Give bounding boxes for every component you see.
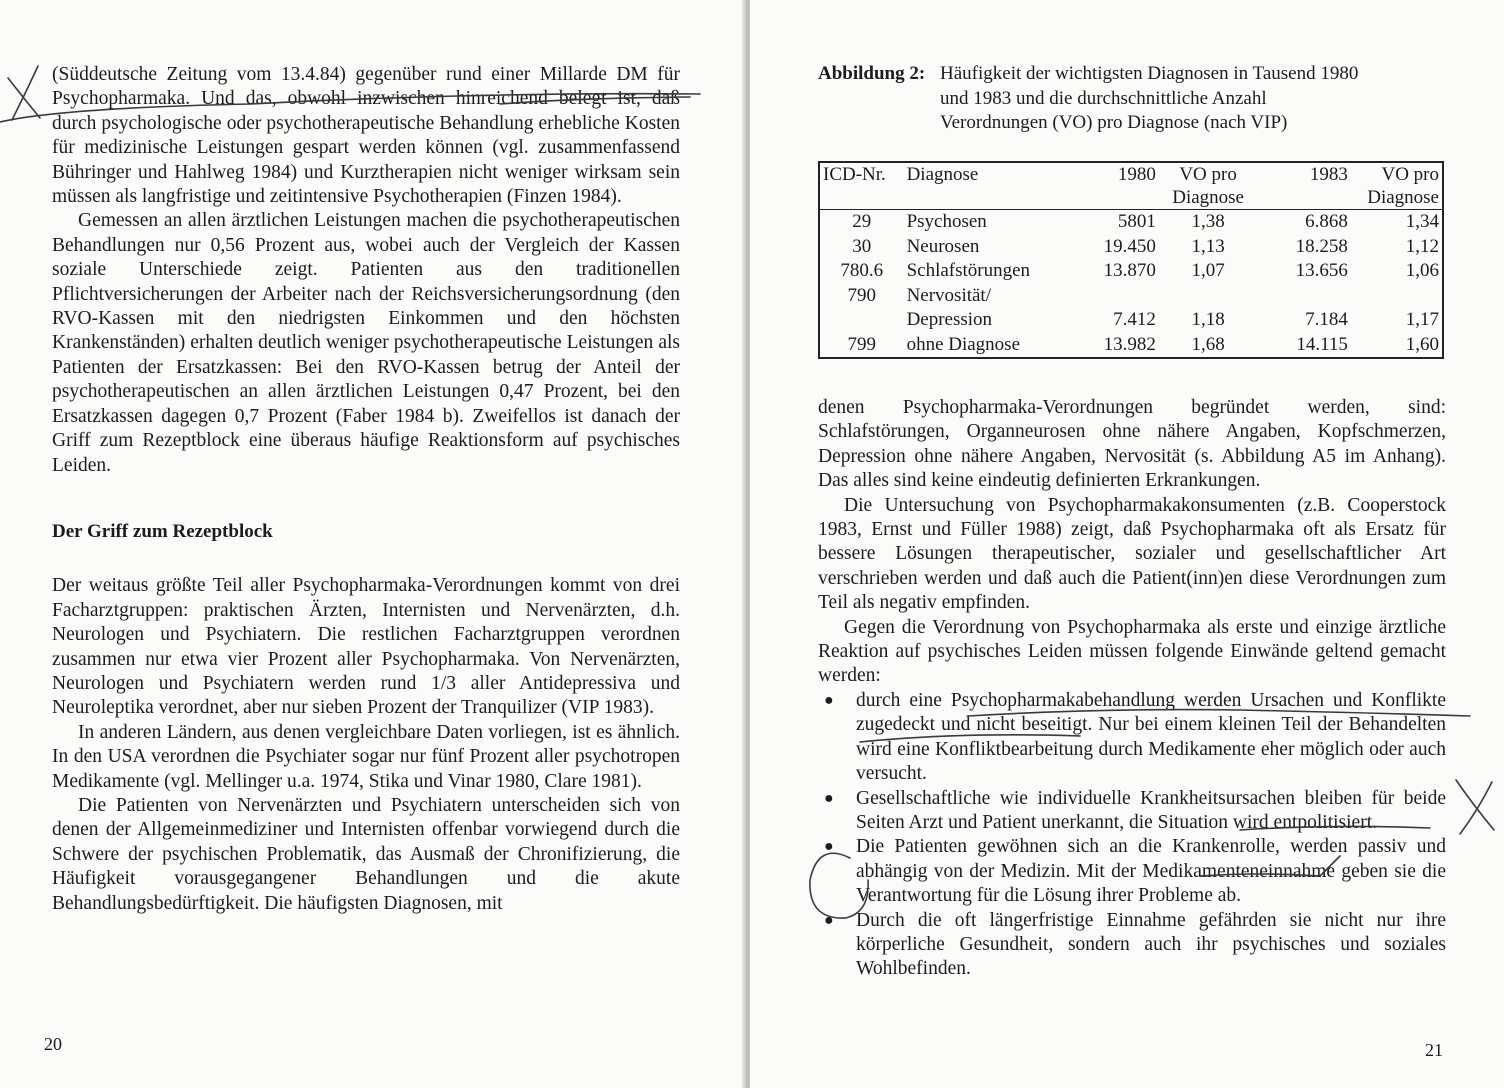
column-header: 1980	[1078, 162, 1158, 210]
table-cell: ohne Diagnose	[906, 333, 1021, 355]
table-cell: 799	[847, 333, 877, 355]
section-heading: Der Griff zum Rezeptblock	[52, 520, 273, 542]
paragraph: Der weitaus größte Teil aller Psychopharmaka-Verordnungen kommt von drei Facharztgruppen: praktischen Ärzten, Internisten und Nervenärzten, d.h. Neurologen und Psychiatern. Die restlichen Facharztgruppen verordnen zusammen nur etwa vier Prozent aller Psychopharmaka. Von Nervenärzten, Neurologen und Psychiatern werden rund 1/3 aller Antidepressiva und Neuroleptika verordnet, aber nur sieben Prozent der Tranquilizer (VIP 1983).	[52, 575, 680, 719]
objection-list	[818, 689, 1446, 982]
table-cell: 18.258	[1295, 235, 1348, 257]
bullet-icon: ●	[824, 789, 834, 807]
paragraph: Die Untersuchung von Psychopharmakakonsumenten (z.B. Cooperstock 1983, Ernst und Füller 1988) zeigt, daß Psychopharmaka oft als Ersatz für bessere Lösungen therapeutischer, sozialer und gesellschaftlicher Art verschrieben werden und daß auch die Patient(inn)en diese Verordnungen zum Teil als negativ empfinden.	[818, 494, 1446, 614]
table-cell: 780.6	[840, 260, 884, 281]
list-item	[818, 909, 1446, 982]
table-row	[819, 308, 1443, 333]
column-header: VO pro Diagnose	[1351, 162, 1443, 210]
diagnosis-table	[818, 161, 1444, 359]
bullet-icon: ●	[824, 691, 834, 709]
right-text-column	[818, 396, 1446, 982]
table-cell: 29	[852, 211, 872, 232]
column-header: ICD-Nr.	[819, 162, 904, 210]
left-page	[0, 0, 745, 1088]
bullet-icon: ●	[824, 838, 834, 856]
bullet-icon: ●	[824, 911, 834, 929]
page-number-right: 21	[1425, 1040, 1443, 1060]
column-header: VO pro Diagnose	[1159, 162, 1258, 210]
page-number-left: 20	[44, 1034, 62, 1054]
table-cell: Depression	[906, 309, 993, 330]
paragraph: In anderen Ländern, aus denen vergleichbare Daten vorliegen, ist es ähnlich. In den USA verordnen die Psychiater sogar nur fünf Prozent aller psychotropen Medikamente (vgl. Mellinger u.a. 1974, Stika und Vinar 1980, Clare 1981).	[52, 721, 680, 792]
paragraph: (Süddeutsche Zeitung vom 13.4.84) gegenüber rund einer Millarde DM für Psychopharmaka. Und das, obwohl inzwischen hinreichend belegt ist, daß durch psychologische oder psychotherapeutische Behandlung erhebliche Kosten für medizinische Leistungen gespart werden können (vgl. zusammenfassend Bühringer und Hahlweg 1984) und Kurztherapien nicht weniger wirksam sein müssen als langfristige und zeitintensive Psychotherapien (Finzen 1984).	[52, 64, 680, 208]
list-item	[818, 689, 1446, 787]
paragraph: Gemessen an allen ärztlichen Leistungen machen die psychotherapeutischen Behandlungen nur 0,56 Prozent aus, wobei auch der Vergleich der Kassen soziale Unterschiede zeigt. Patienten aus den traditionellen Pflichtversicherungen der Arbeiter nach der Reichsversicherungsordnung (den RVO-Kassen mit den niedrigsten Einkommen und den höchsten Krankenständen) erhalten deutlich weniger psychotherapeutische Leistungen als Patienten der Ersatzkassen: Bei den RVO-Kassen betrug der Anteil der psychotherapeutischen an allen ärztlichen Leistungen 0,47 Prozent, bei den Ersatzkassen dagegen 0,7 Prozent (Faber 1984 b). Zweifellos ist danach der Griff zum Rezeptblock eine überaus häufige Reaktionsform auf psychisches Leiden.	[52, 210, 680, 476]
table-body	[819, 210, 1443, 359]
table-cell: 1,07	[1191, 260, 1225, 281]
table-cell: 1,68	[1191, 333, 1225, 355]
table-cell: Nervosität/	[906, 284, 991, 306]
table-cell: Neurosen	[906, 235, 980, 257]
table-cell: 14.115	[1296, 333, 1348, 355]
table-cell: 1,60	[1405, 333, 1439, 355]
table-cell: 7.412	[1113, 309, 1156, 330]
list-item-text: Die Patienten gewöhnen sich an die Krankenrolle, werden passiv und abhängig von der Medizin. Mit der Medikamenteneinnahme geben sie die Verantwortung für die Lösung ihrer Probleme ab.	[856, 836, 1446, 907]
table-cell	[1078, 284, 1158, 309]
table-cell: 30	[852, 235, 872, 257]
table-cell: 6.868	[1305, 211, 1348, 232]
list-item-text: durch eine Psychopharmakabehandlung werden Ursachen und Konflikte zugedeckt und nicht beseitigt. Nur bei einem kleinen Teil der Behandelten wird eine Konfliktbearbeitung durch Medikamente eher möglich oder auch versucht.	[856, 689, 1446, 785]
table-cell: 13.870	[1103, 260, 1156, 281]
table-cell	[819, 308, 904, 333]
table-cell: 1,38	[1191, 211, 1225, 232]
table-cell: Psychosen	[906, 211, 987, 232]
table-cell	[1159, 284, 1258, 309]
table-row	[819, 259, 1443, 284]
list-item-text: Durch die oft längerfristige Einnahme gefährden sie nicht nur ihre körperliche Gesundheit, sondern auch ihr psychisches und soziales Wohlbefinden.	[856, 909, 1446, 980]
table-cell: Schlafstörungen	[906, 260, 1031, 281]
table-cell: 13.982	[1103, 333, 1156, 355]
table-cell: 7.184	[1305, 309, 1348, 330]
caption-text: Häufigkeit der wichtigsten Diagnosen in Tausend 1980 und 1983 und die durchschnittliche Anzahl Verordnungen (VO) pro Diagnose (nach VIP)	[940, 63, 1359, 133]
paragraph: denen Psychopharmaka-Verordnungen begründet werden, sind: Schlafstörungen, Organneurosen ohne nähere Angaben, Kopfschmerzen, Depression ohne nähere Angaben, Nervosität (s. Abbildung A5 im Anhang). Das alles sind keine eindeutig definierten Erkrankungen.	[818, 397, 1446, 492]
table-cell: 1,18	[1191, 309, 1225, 330]
table-cell: 1,06	[1405, 260, 1439, 281]
table-cell: 13.656	[1295, 260, 1348, 281]
caption-label: Abbildung 2:	[818, 63, 926, 84]
paragraph: Die Patienten von Nervenärzten und Psychiatern unterscheiden sich von denen der Allgemeinmediziner und Internisten offenbar vorwiegend durch die Schwere der psychischen Problematik, das Ausmaß der Chronifizierung, die Häufigkeit vorausgegangener Behandlungen und die akute Behandlungsbedürftigkeit. Die häufigsten Diagnosen, mit	[52, 794, 680, 914]
table-row	[819, 333, 1443, 359]
list-item-text: Gesellschaftliche wie individuelle Krankheitsursachen bleiben für beide Seiten Arzt und Patient unerkannt, die Situation wird entpolitisiert.	[856, 787, 1446, 833]
table-row	[819, 235, 1443, 260]
table-cell: 790	[847, 284, 877, 306]
list-item	[818, 787, 1446, 836]
table-cell: 1,13	[1191, 235, 1225, 257]
column-header: 1983	[1257, 162, 1351, 210]
table-cell: 1,12	[1405, 235, 1439, 257]
table-cell	[1351, 284, 1443, 309]
table-row	[819, 284, 1443, 309]
table-cell: 5801	[1117, 211, 1156, 232]
paragraph: Gegen die Verordnung von Psychopharmaka als erste und einzige ärztliche Reaktion auf psychisches Leiden müssen folgende Einwände geltend gemacht werden:	[818, 616, 1446, 687]
table-cell	[1257, 284, 1351, 309]
table-cell: 1,34	[1405, 211, 1439, 232]
table-cell: 19.450	[1103, 235, 1156, 257]
table-row	[819, 210, 1443, 235]
list-item	[818, 835, 1446, 908]
column-header: Diagnose	[904, 162, 1079, 210]
table-cell: 1,17	[1405, 309, 1439, 330]
table-header-row	[819, 162, 1443, 210]
left-text-column	[52, 63, 680, 916]
